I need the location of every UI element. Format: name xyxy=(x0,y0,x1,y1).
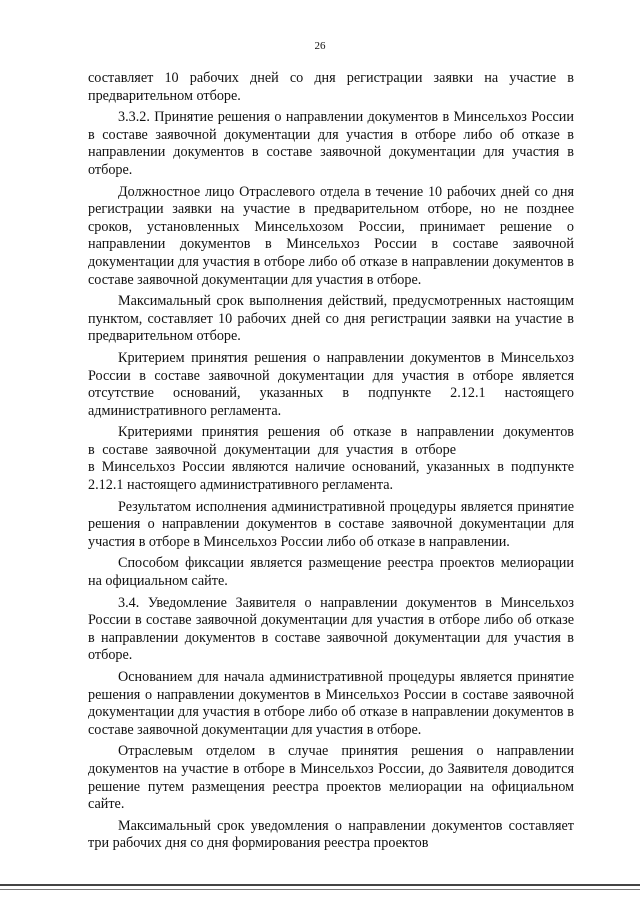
paragraph-notification: Отраслевым отделом в случае принятия решения о направлении документов на участие в отборе в Минсельхоз России, до Заявителя доводится решение путем размещения реестра проектов мелиорации на официальном сайте. xyxy=(88,743,574,813)
paragraph-max-notify-term: Максимальный срок уведомления о направлении документов составляет три рабочих дня со дня формирования реестра проектов xyxy=(88,817,574,852)
bottom-scan-edge-shadow xyxy=(0,889,640,890)
paragraph-continuation: составляет 10 рабочих дней со дня регистрации заявки на участие в предварительном отборе. xyxy=(88,70,574,104)
paragraph-criteria-refuse-part1: Критериями принятия решения об отказе в направлении документов в составе заявочной документации для участия в отборе xyxy=(88,424,574,458)
paragraph-result: Результатом исполнения административной процедуры является принятие решения о направлении документов в составе заявочной документации для участия в отборе в Минсельхоз России либо об отказе в направлении. xyxy=(88,498,574,550)
paragraph-official-decision: Должностное лицо Отраслевого отдела в течение 10 рабочих дней со дня регистрации заявки на участие в предварительном отборе, но не позднее сроков, установленных Минсельхозом России, принимает решение о направлении документов в Минсельхоз России в составе заявочной документации для участия в отборе либо об отказе в направлении документов в составе заявочной документации для участия в отборе. xyxy=(88,183,574,288)
paragraph-basis: Основанием для начала административной процедуры является принятие решения о направлении документов в Минсельхоз России в составе заявочной документации для участия в отборе либо об отказе в направлении документов в составе заявочной документации для участия в отборе. xyxy=(88,669,574,738)
paragraph-criteria-refuse-cont: в Минсельхоз России являются наличие оснований, указанных в подпункте 2.12.1 настоящего административного регламента. xyxy=(88,459,574,494)
document-body xyxy=(88,70,574,857)
paragraph-section-3-3-2: 3.3.2. Принятие решения о направлении документов в Минсельхоз России в составе заявочной документации для участия в отборе либо об отказе в направлении документов в составе заявочной документации для участия в отборе. xyxy=(88,109,574,178)
page-number: 26 xyxy=(314,40,326,52)
paragraph-fixation: Способом фиксации является размещение реестра проектов мелиорации на официальном сайте. xyxy=(88,555,574,590)
paragraph-criteria-refuse xyxy=(88,424,574,459)
paragraph-criterion-accept: Критерием принятия решения о направлении документов в Минсельхоз России в составе заявочной документации для участия в отборе является отсутствие оснований, указанных в подпункте 2.12.1 настоящего административного регламента. xyxy=(88,349,574,419)
paragraph-section-3-4: 3.4. Уведомление Заявителя о направлении документов в Минсельхоз России в составе заявочной документации для участия в отборе либо об отказе в направлении документов в составе заявочной документации для участия в отборе. xyxy=(88,594,574,664)
paragraph-max-term: Максимальный срок выполнения действий, предусмотренных настоящим пунктом, составляет 10 рабочих дней со дня регистрации заявки на участие в предварительном отборе. xyxy=(88,293,574,345)
bottom-scan-edge xyxy=(0,884,640,886)
